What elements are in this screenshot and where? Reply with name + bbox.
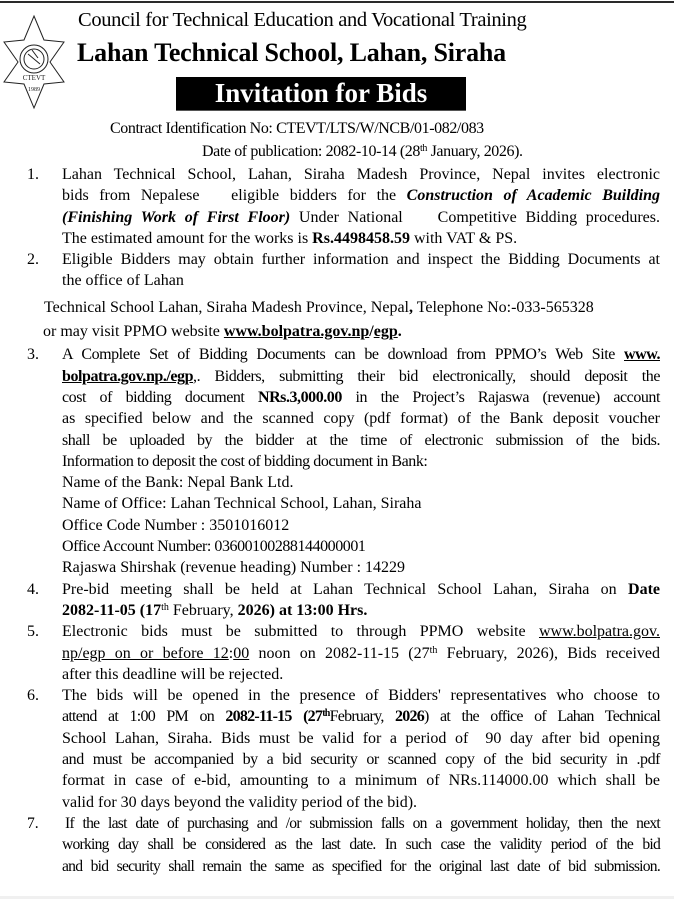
item2-line3	[44, 292, 660, 318]
date-ad-suffix: th	[419, 143, 427, 154]
item-number: 7.	[27, 814, 39, 832]
date-label: Date of publication:	[202, 143, 322, 160]
text: Technical School Lahan, Siraha Madesh Province, Nepal	[44, 298, 409, 316]
school-name: Lahan Technical School, Lahan, Siraha	[77, 38, 506, 67]
item6-line2	[62, 706, 660, 727]
item2-line1: Eligible Bidders may obtain further information and inspect the Bidding Documents at	[62, 251, 660, 269]
text: with VAT & PS.	[409, 229, 518, 247]
item7-line2: working day shall be considered as the last date. In such case the validity period of the bid	[62, 836, 660, 854]
text: A Complete Set of Bidding Documents can be download from PPMO’s Web Site	[62, 346, 625, 364]
item1-line4	[62, 228, 660, 249]
account-number: Office Account Number: 03600100288144000001	[62, 538, 366, 556]
egp-link[interactable]: egp	[373, 323, 398, 341]
opening-date: 2082-11-15 (27	[225, 708, 323, 726]
item5-line2	[62, 643, 660, 664]
item5-line3: after this deadline will be rejected.	[62, 665, 284, 683]
prebid-time: 2026) at 13:00 Hrs.	[237, 601, 368, 619]
item-number: 4.	[27, 580, 39, 598]
item1-line1: Lahan Technical School, Lahan, Siraha Madesh Province, Nepal invites electronic	[62, 166, 660, 183]
notice-body	[0, 164, 674, 877]
text: ) at the office of Lahan Technical	[424, 708, 661, 726]
logo-year: 1989	[28, 87, 40, 93]
telephone: Telephone No:-033-565328	[412, 298, 594, 316]
council-name: Council for Technical Education and Vocational Training	[78, 9, 527, 31]
prebid-date: 2082-11-05 (17	[62, 601, 162, 619]
item-number: 2.	[27, 251, 39, 269]
text: February,	[168, 601, 238, 619]
office-name: Name of Office: Lahan Technical School, Lahan, Siraha	[62, 495, 422, 513]
text: ,	[408, 298, 413, 316]
document-cost: NRs.3,000.00	[257, 388, 342, 406]
item2-line4	[43, 318, 660, 342]
item3-line2	[62, 366, 660, 387]
ppmo-link[interactable]: www.bolpatra.gov.np	[223, 323, 370, 341]
project-name: Construction of Academic Building	[406, 187, 660, 205]
text: /	[369, 323, 374, 341]
item6-line6: valid for 30 days beyond the validity period of the bid).	[62, 793, 418, 811]
bank-name: Name of the Bank: Nepal Bank Ltd.	[62, 474, 294, 492]
item5-line1	[62, 621, 660, 642]
contract-label: Contract Identification No:	[110, 120, 273, 137]
text: .	[397, 323, 402, 341]
text: in the Project’s Rajaswa (revenue) account	[341, 388, 660, 406]
date-ad-day: 28	[404, 143, 420, 160]
item3-line5: shall be uploaded by the bidder at the time of electronic submission of the bids.	[62, 431, 660, 449]
publication-date: Date of publication: 2082-10-14 (28th January, 2026).	[202, 143, 523, 160]
text: :	[228, 644, 234, 662]
list-item-6	[0, 685, 674, 813]
item1-line2	[62, 185, 660, 206]
submission-date: noon on 2082-11-15 (27	[249, 644, 430, 662]
item6-line1: The bids will be opened in the presence of Bidders' representatives who choose to	[62, 687, 660, 705]
ordinal-suffix: th	[161, 601, 169, 613]
item-number: 1.	[27, 166, 39, 183]
item-number: 3.	[27, 346, 39, 364]
ctevt-logo-icon	[2, 14, 66, 110]
ordinal-suffix: th	[322, 708, 330, 720]
item3-line3	[62, 387, 660, 408]
text: February,	[329, 708, 395, 726]
bank-info-intro: Information to deposit the cost of bidding document in Bank:	[62, 452, 428, 470]
estimated-amount: Rs.4498458.59	[312, 229, 410, 247]
text: 2026	[395, 708, 424, 726]
item7-line1: If the last date of purchasing and /or submission falls on a government holiday, then the next	[65, 814, 660, 832]
list-item-4	[0, 579, 674, 622]
text: 00	[233, 644, 250, 662]
item7-line3: and bid security shall remain the same as specified for the original last date of bid submission.	[62, 857, 660, 875]
project-scope: (Finishing Work of First Floor)	[62, 208, 291, 226]
text: attend at 1:00 PM on	[62, 708, 226, 726]
text: bids from Nepalese eligible bidders for the	[62, 187, 407, 205]
egp-link[interactable]: np/egp on or before 12	[62, 644, 229, 662]
item4-line1	[62, 579, 660, 600]
text: February, 2026), Bids received	[437, 644, 661, 662]
office-code: Office Code Number : 3501016012	[62, 516, 290, 534]
list-item-1	[0, 164, 674, 249]
item-number: 6.	[27, 687, 39, 705]
ordinal-suffix: th	[429, 644, 438, 656]
text: Under National Competitive Bidding procedures.	[290, 208, 660, 226]
list-item-7	[0, 813, 674, 877]
text: Pre-bid meeting shall be held at Lahan Technical School Lahan, Siraha on	[62, 580, 629, 598]
item2-line2: the office of Lahan	[62, 272, 184, 290]
date-ad-rest: January, 2026).	[430, 143, 523, 160]
item6-line5: format in case of e-bid, amounting to a minimum of NRs.114000.00 which shall be	[62, 772, 660, 790]
egp-link[interactable]: /egp	[166, 367, 194, 385]
text: Electronic bids must be submitted to through PPMO website	[62, 623, 539, 641]
text: Date	[628, 580, 660, 598]
contract-identification	[110, 120, 484, 138]
item-number: 5.	[27, 623, 39, 641]
item6-line3: School Lahan, Siraha. Bids must be valid for a period of 90 day after bid opening	[62, 729, 660, 747]
contract-number: CTEVT/LTS/W/NCB/01-082/083	[276, 120, 484, 137]
revenue-heading: Rajaswa Shirshak (revenue heading) Number : 14229	[62, 559, 406, 577]
date-bs: 2082-10-14	[325, 143, 397, 160]
text: or may visit PPMO website	[43, 323, 224, 341]
item3-line4: as specified below and the scanned copy (pdf format) of the Bank deposit voucher	[62, 410, 660, 428]
ppmo-link[interactable]: www.bolpatra.gov.	[538, 623, 660, 641]
ppmo-link[interactable]: www.	[624, 346, 660, 364]
list-item-2	[0, 249, 674, 342]
item1-line3	[62, 207, 660, 228]
item3-line1	[62, 344, 660, 365]
text: ,. Bidders, submitting their bid electronically, should deposit the	[193, 367, 660, 385]
top-border-rule	[0, 1, 674, 3]
ppmo-link[interactable]: bolpatra.gov.np.	[62, 367, 167, 385]
list-item-3	[0, 344, 674, 578]
logo-text: CTEVT	[22, 74, 46, 82]
text: The estimated amount for the works is	[62, 229, 313, 247]
title-banner: Invitation for Bids	[176, 77, 466, 111]
item6-line4: and must be accompanied by a bid security or scanned copy of the bid security in .pdf	[62, 751, 660, 769]
text: cost of bidding document	[62, 388, 258, 406]
list-item-5	[0, 621, 674, 685]
item4-line2	[62, 600, 660, 621]
